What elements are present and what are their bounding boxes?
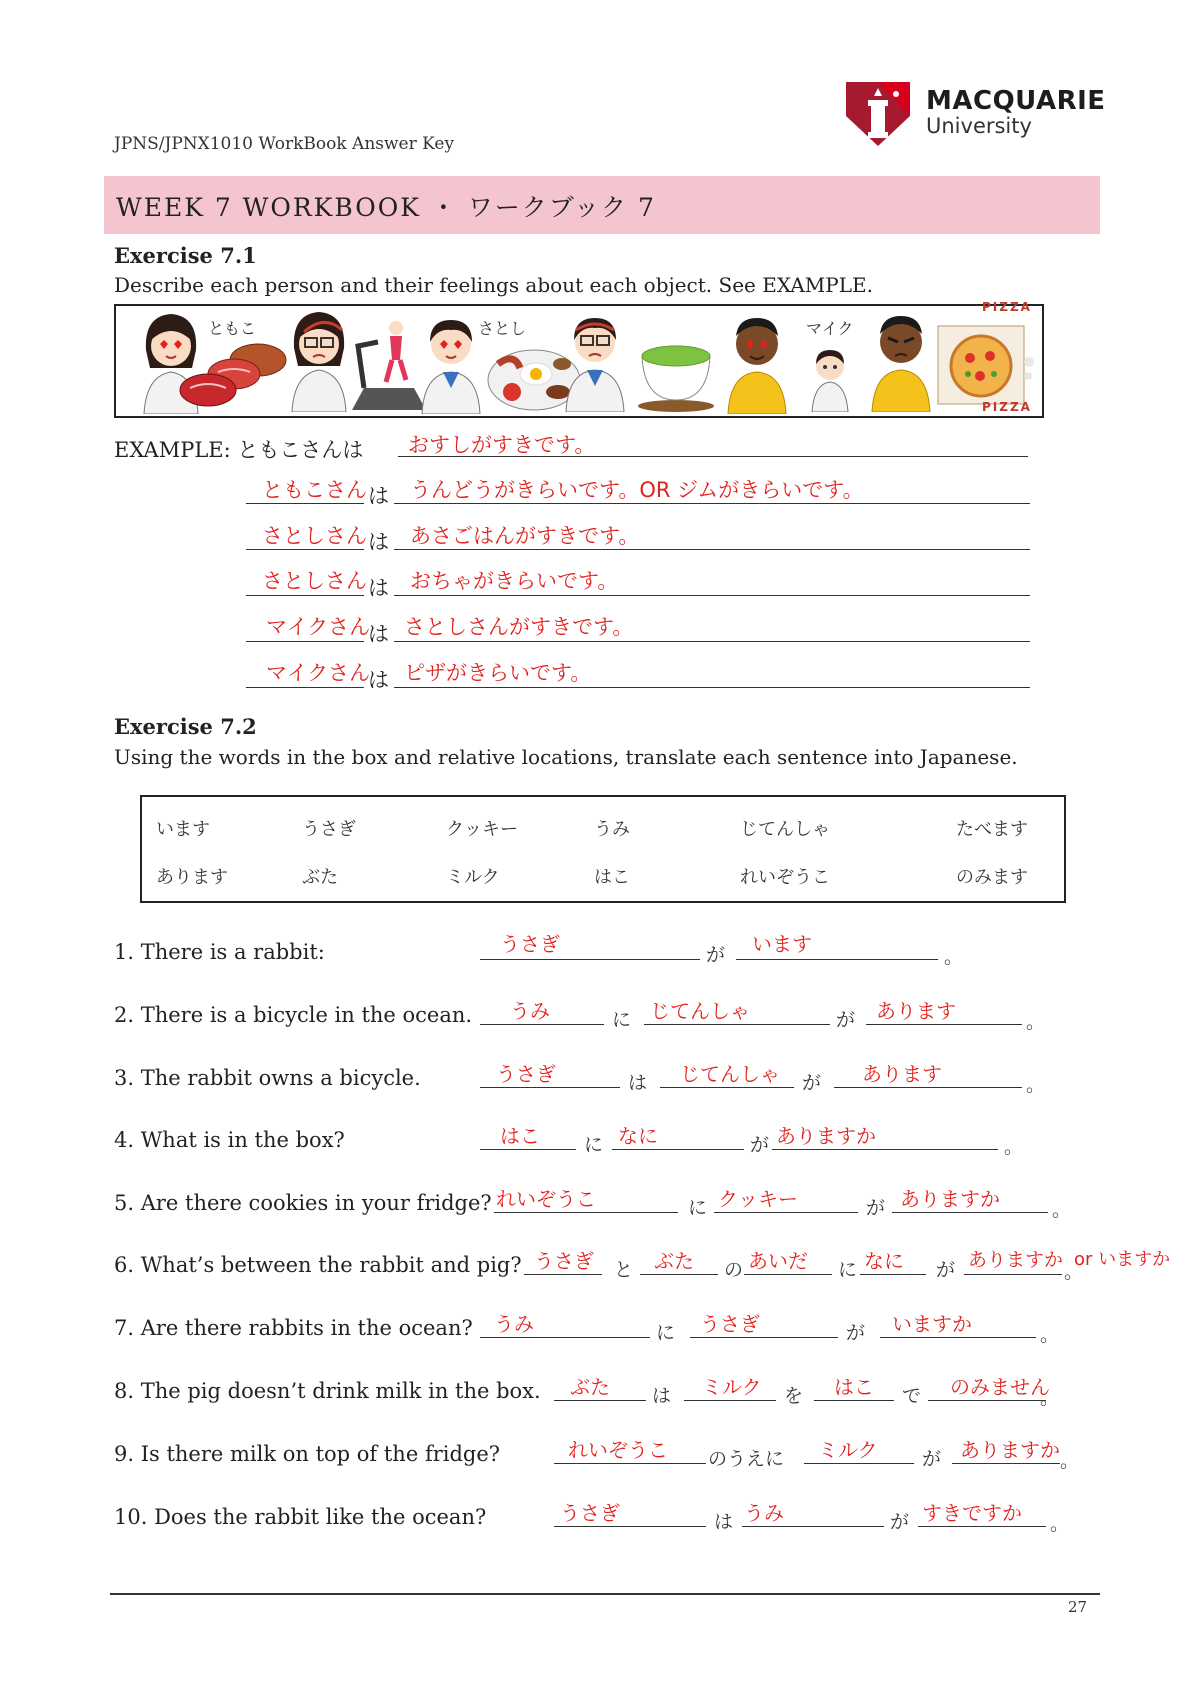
- q3-blank-1: [480, 1087, 620, 1088]
- row4-answer-line: [394, 641, 1030, 642]
- q10-particle-2: が: [890, 1511, 910, 1533]
- q1-blank-1: [480, 959, 700, 960]
- word-item: のみます: [956, 867, 1028, 888]
- example-answer-line: [398, 456, 1028, 457]
- q10-answer-2: うみ: [744, 1501, 784, 1525]
- q1-period: 。: [944, 946, 964, 968]
- q7-blank-2: [690, 1337, 838, 1338]
- q3-particle-1: は: [628, 1072, 648, 1094]
- q6-answer-5: ありますか: [968, 1249, 1064, 1271]
- row5-answer-line: [394, 687, 1030, 688]
- q3-period: 。: [1026, 1074, 1046, 1096]
- q7-answer-3: いますか: [892, 1312, 972, 1336]
- q4-blank-3: [772, 1149, 998, 1150]
- picture-strip: [114, 300, 1044, 418]
- logo-sub: University: [926, 114, 1032, 138]
- q6-particle-4: が: [936, 1259, 956, 1281]
- q8-answer-1: ぶた: [570, 1375, 610, 1399]
- q4-blank-1: [480, 1149, 576, 1150]
- row4-answer: さとしさんがすきです。: [404, 615, 634, 639]
- small-satoshi-icon: [808, 342, 852, 416]
- label-satoshi: さとし: [478, 319, 527, 338]
- q5-answer-2: クッキー: [718, 1187, 798, 1211]
- q8-answer-4: のみません: [950, 1375, 1050, 1399]
- q5-blank-1: [494, 1212, 678, 1213]
- q2-answer-1: うみ: [510, 999, 550, 1023]
- q2-blank-3: [866, 1024, 1022, 1025]
- satoshi-heart-eyes-illustration: [416, 310, 486, 418]
- satoshi-angry-illustration: [560, 308, 630, 416]
- q10-period: 。: [1050, 1513, 1070, 1535]
- word-item: はこ: [594, 867, 630, 888]
- row4-particle: は: [368, 622, 389, 646]
- row1-answer-line: [394, 503, 1030, 504]
- q6-particle-1: と: [614, 1259, 634, 1281]
- q2-particle-2: が: [836, 1009, 856, 1031]
- page-number: 27: [1068, 1598, 1088, 1616]
- question-6: 6. What’s between the rabbit and pig?: [114, 1253, 522, 1277]
- row5-answer: ピザがきらいです。: [404, 661, 592, 685]
- q8-answer-3: はこ: [834, 1375, 874, 1399]
- word-item: じてんしゃ: [740, 819, 830, 840]
- row2-answer-line: [394, 549, 1030, 550]
- row3-name-line: [246, 595, 364, 596]
- q4-answer-2: なに: [618, 1124, 658, 1148]
- q10-particle-1: は: [714, 1511, 734, 1533]
- q10-blank-3: [918, 1526, 1046, 1527]
- q7-answer-2: うさぎ: [700, 1312, 760, 1336]
- green-tea-icon: [634, 330, 718, 418]
- pizza-box-label-bottom: PIZZA: [982, 400, 1032, 414]
- q6-particle-2: の: [724, 1259, 744, 1281]
- q3-answer-3: あります: [862, 1062, 942, 1086]
- q7-answer-1: うみ: [494, 1312, 534, 1336]
- q6-answer-alt: or いますか: [1074, 1249, 1171, 1270]
- macquarie-logo-icon: [846, 82, 910, 146]
- q7-particle-2: が: [846, 1322, 866, 1344]
- row4-name-line: [246, 641, 364, 642]
- q4-period: 。: [1004, 1136, 1024, 1158]
- q6-answer-1: うさぎ: [534, 1249, 594, 1273]
- row3-answer: おちゃがきらいです。: [410, 569, 619, 593]
- q6-answer-2: ぶた: [654, 1249, 694, 1273]
- row2-particle: は: [368, 530, 389, 554]
- q4-answer-1: はこ: [500, 1124, 540, 1148]
- question-9: 9. Is there milk on top of the fridge?: [114, 1442, 501, 1466]
- maiku-heart-eyes-illustration: [722, 310, 792, 418]
- q10-answer-1: うさぎ: [560, 1501, 620, 1525]
- logo-name: MACQUARIE: [926, 86, 1106, 116]
- row2-answer: あさごはんがすきです。: [410, 524, 640, 548]
- maiku-angry-illustration: [866, 308, 936, 416]
- row1-name-line: [246, 503, 364, 504]
- q1-answer-1: うさぎ: [500, 932, 560, 956]
- q10-blank-1: [554, 1526, 706, 1527]
- row5-particle: は: [368, 668, 389, 692]
- q1-particle-1: が: [706, 944, 726, 966]
- q5-particle-2: が: [866, 1197, 886, 1219]
- course-header: JPNS/JPNX1010 WorkBook Answer Key: [114, 134, 455, 154]
- footer-divider: [110, 1593, 1100, 1595]
- exercise-7-1-instruction: Describe each person and their feelings about each object. See EXAMPLE.: [114, 273, 873, 297]
- banner-title: WEEK 7 WORKBOOK ・ ワークブック 7: [116, 193, 656, 222]
- row3-name: さとしさん: [262, 569, 367, 593]
- example-prefix: EXAMPLE: ともこさんは: [114, 438, 364, 462]
- word-item: クッキー: [446, 819, 518, 840]
- exercise-7-1-title: Exercise 7.1: [114, 243, 257, 268]
- word-item: れいぞうこ: [740, 867, 830, 888]
- word-item: あります: [156, 867, 228, 888]
- q6-period: 。: [1064, 1261, 1084, 1283]
- q5-particle-1: に: [688, 1197, 708, 1219]
- question-4: 4. What is in the box?: [114, 1128, 345, 1152]
- row5-name: マイクさん: [266, 661, 371, 685]
- pizza-box-label-top: PIZZA: [982, 300, 1032, 314]
- q4-answer-3: ありますか: [776, 1124, 876, 1148]
- row3-answer-line: [394, 595, 1030, 596]
- q2-answer-2: じてんしゃ: [650, 999, 750, 1023]
- question-2: 2. There is a bicycle in the ocean.: [114, 1003, 473, 1027]
- q6-particle-3: に: [838, 1259, 858, 1281]
- q4-particle-1: に: [584, 1134, 604, 1156]
- q6-answer-4: なに: [864, 1249, 904, 1273]
- q4-particle-2: が: [750, 1134, 770, 1156]
- word-box: [140, 795, 1066, 903]
- q5-period: 。: [1052, 1199, 1072, 1221]
- q1-blank-2: [736, 959, 938, 960]
- word-item: うさぎ: [302, 819, 356, 840]
- q9-blank-2: [804, 1463, 914, 1464]
- exercise-7-2-instruction: Using the words in the box and relative locations, translate each sentence into Japanese.: [114, 745, 1018, 769]
- q8-blank-4: [928, 1400, 1046, 1401]
- q7-particle-1: に: [656, 1322, 676, 1344]
- question-3: 3. The rabbit owns a bicycle.: [114, 1066, 421, 1090]
- row2-name-line: [246, 549, 364, 550]
- q10-blank-2: [742, 1526, 884, 1527]
- row3-particle: は: [368, 576, 389, 600]
- q6-blank-1: [524, 1274, 602, 1275]
- q2-blank-1: [480, 1024, 604, 1025]
- q10-answer-3: すきですか: [922, 1501, 1022, 1525]
- q8-period: 。: [1040, 1387, 1060, 1409]
- q8-particle-2: を: [784, 1385, 804, 1407]
- q8-blank-2: [684, 1400, 776, 1401]
- q4-blank-2: [612, 1149, 744, 1150]
- q7-blank-1: [480, 1337, 650, 1338]
- row1-answer: うんどうがきらいです。OR ジムがきらいです。: [410, 478, 864, 502]
- word-item: ミルク: [446, 867, 500, 888]
- q2-period: 。: [1026, 1011, 1046, 1033]
- row1-particle: は: [368, 484, 389, 508]
- word-item: ぶた: [302, 867, 338, 888]
- row1-name: ともこさん: [262, 478, 367, 502]
- q2-answer-3: あります: [876, 999, 956, 1023]
- q5-answer-1: れいぞうこ: [496, 1187, 596, 1211]
- question-5: 5. Are there cookies in your fridge?: [114, 1191, 492, 1215]
- label-tomoko: ともこ: [208, 319, 257, 338]
- q3-particle-2: が: [802, 1072, 822, 1094]
- word-item: います: [156, 819, 210, 840]
- q5-blank-2: [714, 1212, 858, 1213]
- row5-name-line: [246, 687, 364, 688]
- q7-blank-3: [880, 1337, 1036, 1338]
- q2-particle-1: に: [612, 1009, 632, 1031]
- q3-blank-3: [834, 1087, 1022, 1088]
- example-answer: おすしがすきです。: [408, 433, 596, 457]
- q6-answer-3: あいだ: [748, 1249, 808, 1273]
- q9-blank-1: [554, 1463, 706, 1464]
- sushi-icon: [168, 322, 288, 416]
- q9-particle-1: のうえに: [708, 1448, 785, 1470]
- q3-answer-1: うさぎ: [496, 1062, 556, 1086]
- label-maiku: マイク: [806, 319, 854, 338]
- q9-period: 。: [1060, 1450, 1080, 1472]
- exercise-7-2-title: Exercise 7.2: [114, 714, 257, 739]
- row2-name: さとしさん: [262, 524, 367, 548]
- question-8: 8. The pig doesn’t drink milk in the box.: [114, 1379, 541, 1403]
- q9-answer-1: れいぞうこ: [568, 1438, 668, 1462]
- q8-particle-1: は: [652, 1385, 672, 1407]
- q8-particle-3: で: [902, 1385, 922, 1407]
- q9-blank-3: [952, 1463, 1060, 1464]
- q5-blank-3: [892, 1212, 1048, 1213]
- q3-blank-2: [660, 1087, 794, 1088]
- q6-blank-5: [964, 1274, 1062, 1275]
- q9-particle-2: が: [922, 1448, 942, 1470]
- q2-blank-2: [644, 1024, 830, 1025]
- q8-blank-1: [554, 1400, 646, 1401]
- q8-blank-3: [814, 1400, 894, 1401]
- question-1: 1. There is a rabbit:: [114, 940, 325, 964]
- q6-blank-4: [860, 1274, 926, 1275]
- q6-blank-2: [640, 1274, 718, 1275]
- q3-answer-2: じてんしゃ: [680, 1062, 780, 1086]
- word-item: うみ: [594, 819, 630, 840]
- q9-answer-2: ミルク: [818, 1438, 878, 1462]
- q7-period: 。: [1040, 1324, 1060, 1346]
- q8-answer-2: ミルク: [702, 1375, 762, 1399]
- q9-answer-3: ありますか: [960, 1438, 1060, 1462]
- q6-blank-3: [744, 1274, 832, 1275]
- word-item: たべます: [956, 819, 1028, 840]
- q1-answer-2: います: [752, 932, 812, 956]
- q5-answer-3: ありますか: [900, 1187, 1000, 1211]
- question-7: 7. Are there rabbits in the ocean?: [114, 1316, 473, 1340]
- row4-name: マイクさん: [266, 615, 371, 639]
- question-10: 10. Does the rabbit like the ocean?: [114, 1505, 487, 1529]
